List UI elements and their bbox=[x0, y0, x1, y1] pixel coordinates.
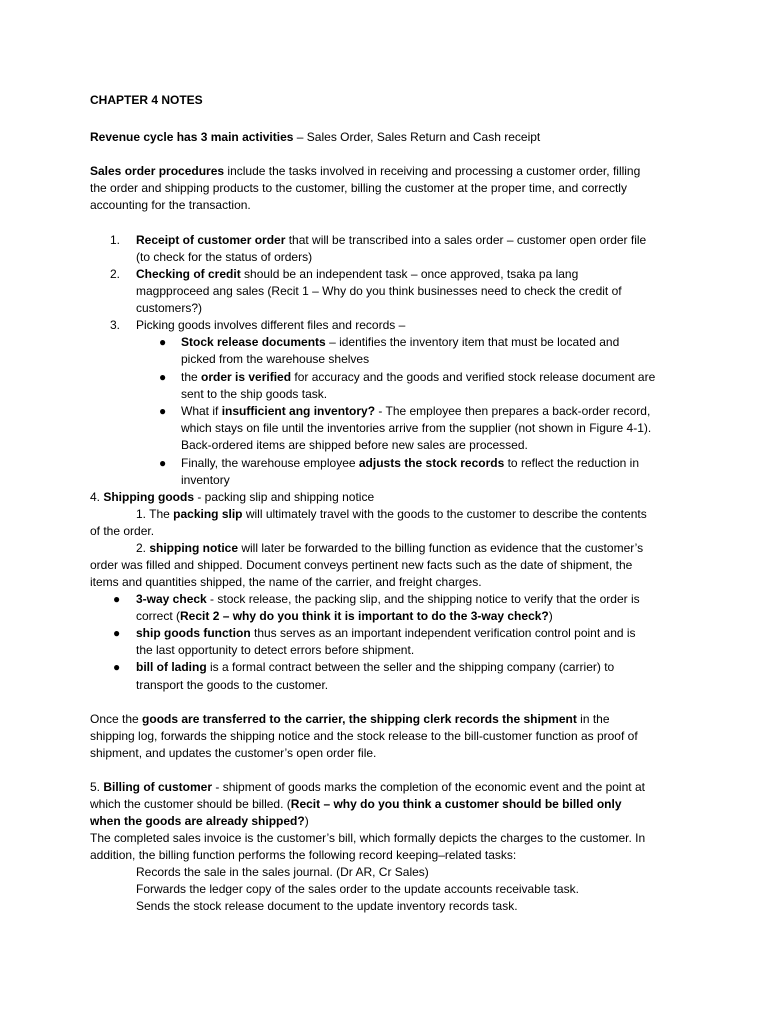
picking-bullet-1-line-1: Stock release documents – identifies the inventory item that must be located and bbox=[181, 335, 620, 349]
picking-bullet-3-line-3: Back-ordered items are shipped before new sales are processed. bbox=[181, 438, 528, 452]
list-item-1-line-1: Receipt of customer order that will be transcribed into a sales order – customer open order file bbox=[136, 233, 647, 247]
sales-order-paragraph-line-3: accounting for the transaction. bbox=[90, 198, 251, 212]
billing-task-1: Records the sale in the sales journal. (Dr AR, Cr Sales) bbox=[136, 865, 429, 879]
three-way-check-line-1: 3-way check - stock release, the packing slip, and the shipping notice to verify that the order is bbox=[136, 592, 640, 606]
packing-slip-line-2: of the order. bbox=[90, 524, 155, 538]
page-title: CHAPTER 4 NOTES bbox=[90, 93, 203, 107]
billing-task-2: Forwards the ledger copy of the sales order to the update accounts receivable task. bbox=[136, 882, 579, 896]
carrier-paragraph-line-3: shipment, and updates the customer’s open order file. bbox=[90, 746, 377, 760]
shipping-notice-line-3: items and quantities shipped, the name of the carrier, and freight charges. bbox=[90, 575, 482, 589]
list-item-3-line-1: Picking goods involves different files and records – bbox=[136, 318, 406, 332]
picking-bullet-3-line-2: which stays on file until the inventories arrive from the supplier (not shown in Figure 4-1). bbox=[181, 421, 652, 435]
ship-goods-function-line-2: the last opportunity to detect errors before shipment. bbox=[136, 643, 415, 657]
carrier-paragraph-line-1: Once the goods are transferred to the carrier, the shipping clerk records the shipment in the bbox=[90, 712, 610, 726]
billing-task-3: Sends the stock release document to the update inventory records task. bbox=[136, 899, 518, 913]
bullet-icon: ● bbox=[159, 456, 167, 470]
shipping-notice-line-1: 2. shipping notice will later be forwarded to the billing function as evidence that the customer’s bbox=[136, 541, 644, 555]
picking-bullet-4-line-1: Finally, the warehouse employee adjusts the stock records to reflect the reduction in bbox=[181, 456, 640, 470]
ship-goods-function-line-1: ship goods function thus serves as an important independent verification control point and is bbox=[136, 626, 636, 640]
bullet-icon: ● bbox=[159, 404, 167, 418]
billing-line-5: addition, the billing function performs the following record keeping–related tasks: bbox=[90, 848, 517, 862]
list-number-3: 3. bbox=[110, 318, 121, 332]
shipping-notice-line-2: order was filled and shipped. Document conveys pertinent new facts such as the date of shipment, the bbox=[90, 558, 633, 572]
list-number-2: 2. bbox=[110, 267, 121, 281]
sales-order-paragraph-line-1: Sales order procedures include the tasks involved in receiving and processing a customer order, filling bbox=[90, 164, 641, 178]
billing-line-3: when the goods are already shipped?) bbox=[90, 814, 309, 828]
bullet-icon: ● bbox=[113, 592, 121, 606]
billing-line-4: The completed sales invoice is the customer’s bill, which formally depicts the charges to the customer. In bbox=[90, 831, 646, 845]
picking-bullet-4-line-2: inventory bbox=[181, 473, 230, 487]
three-way-check-line-2: correct (Recit 2 – why do you think it is important to do the 3-way check?) bbox=[136, 609, 553, 623]
billing-heading-line: 5. Billing of customer - shipment of goods marks the completion of the economic event and the point at bbox=[90, 780, 645, 794]
bill-of-lading-line-2: transport the goods to the customer. bbox=[136, 678, 329, 692]
picking-bullet-2-line-2: sent to the ship goods task. bbox=[181, 387, 328, 401]
packing-slip-line-1: 1. The packing slip will ultimately travel with the goods to the customer to describe the contents bbox=[136, 507, 647, 521]
list-number-1: 1. bbox=[110, 233, 121, 247]
list-item-2-line-3: customers?) bbox=[136, 301, 203, 315]
sales-order-paragraph-line-2: the order and shipping products to the customer, billing the customer at the proper time, and correctly bbox=[90, 181, 627, 195]
carrier-paragraph-line-2: shipping log, forwards the shipping notice and the stock release to the bill-customer function as proof of bbox=[90, 729, 638, 743]
bullet-icon: ● bbox=[159, 335, 167, 349]
list-item-2-line-2: magpproceed ang sales (Recit 1 – Why do you think businesses need to check the credit of bbox=[136, 284, 622, 298]
shipping-goods-heading: 4. Shipping goods - packing slip and shipping notice bbox=[90, 490, 375, 504]
billing-line-2: which the customer should be billed. (Recit – why do you think a customer should be billed only bbox=[90, 797, 622, 811]
bill-of-lading-line-1: bill of lading is a formal contract between the seller and the shipping company (carrier) to bbox=[136, 660, 615, 674]
bullet-icon: ● bbox=[113, 660, 121, 674]
bullet-icon: ● bbox=[113, 626, 121, 640]
picking-bullet-1-line-2: picked from the warehouse shelves bbox=[181, 352, 370, 366]
bullet-icon: ● bbox=[159, 370, 167, 384]
picking-bullet-2-line-1: the order is verified for accuracy and the goods and verified stock release document are bbox=[181, 370, 656, 384]
revenue-cycle-line: Revenue cycle has 3 main activities – Sales Order, Sales Return and Cash receipt bbox=[90, 130, 541, 144]
list-item-1-line-2: (to check for the status of orders) bbox=[136, 250, 313, 264]
list-item-2-line-1: Checking of credit should be an independent task – once approved, tsaka pa lang bbox=[136, 267, 579, 281]
picking-bullet-3-line-1: What if insufficient ang inventory? - The employee then prepares a back-order record, bbox=[181, 404, 651, 418]
